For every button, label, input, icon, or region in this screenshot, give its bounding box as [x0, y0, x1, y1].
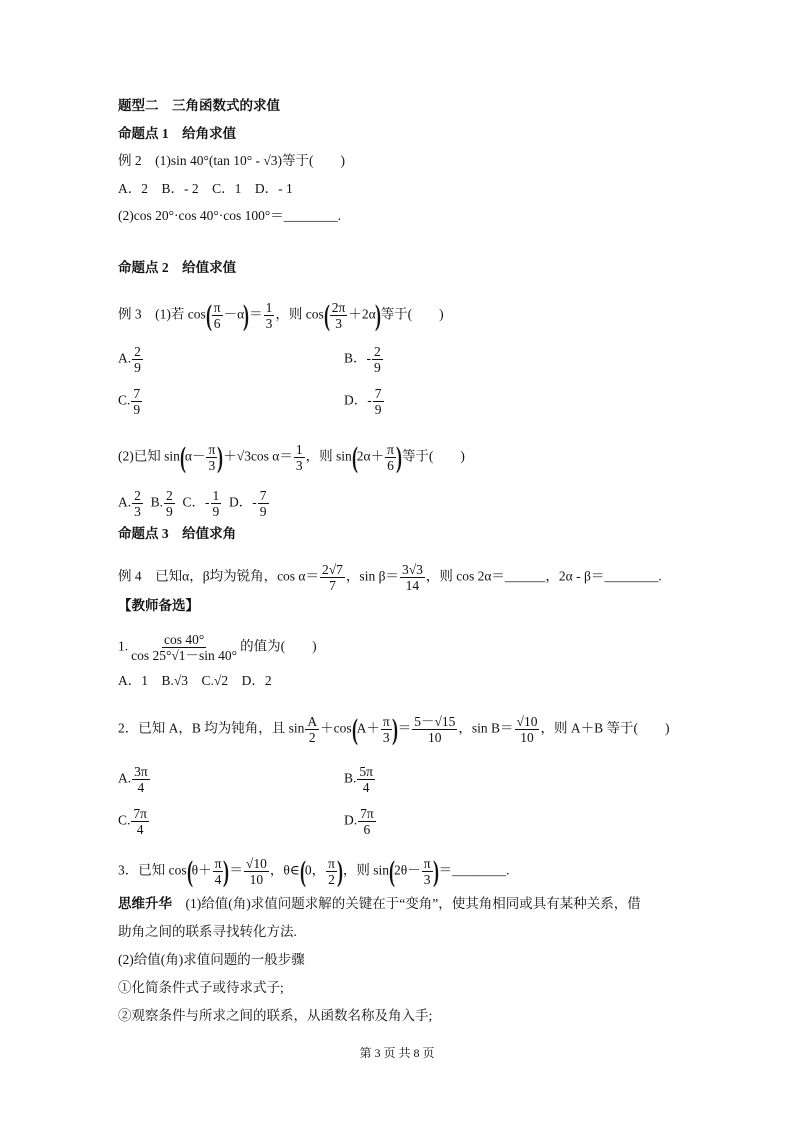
left-bracket: ( [299, 854, 306, 888]
option-label: B. [344, 770, 357, 786]
text-segment: ＝________. [438, 862, 510, 878]
left-bracket: ( [351, 440, 358, 474]
option-b [344, 344, 384, 375]
text-segment: 等于( ) [380, 306, 444, 322]
fraction: $\frac{5-√15}{10}$ [414, 714, 456, 745]
text-segment: 等于( ) [401, 448, 465, 464]
right-bracket: ) [217, 440, 224, 474]
fraction: $\frac{2√7}{7}$ [322, 562, 343, 593]
text-segment: ＝ [229, 862, 243, 878]
left-bracket: ( [351, 712, 358, 746]
option-label: C. [118, 392, 131, 408]
summary-title: 思维升华 [118, 896, 172, 911]
text-segment: ，则 cos 2α＝______，2α - β＝________. [425, 568, 662, 584]
fraction: $\frac{1}{3}$ [295, 442, 303, 473]
fraction: $\frac{2}{9}$ [134, 344, 141, 375]
denominator: cos 25°√1－sin 40° [131, 648, 238, 663]
fraction: $\frac{5\pi}{4}$ [359, 764, 373, 795]
summary-step-heading: (2)给值(角)求值问题的一般步骤 [118, 952, 305, 967]
teacher-question-1 [118, 632, 317, 663]
text-segment: ，则 cos [275, 306, 324, 322]
subsection-title-3: 命题点 3 给值求角 [118, 526, 237, 541]
text-segment: (1)若 cos [155, 306, 206, 322]
left-bracket: ( [205, 298, 212, 332]
fraction: $\frac{\pi}{4}$ [214, 856, 222, 887]
right-bracket: ) [432, 854, 439, 888]
option-label: B. [150, 494, 164, 510]
text-segment: ＋√3cos α＝ [223, 448, 293, 464]
right-bracket: ) [223, 854, 230, 888]
fraction: $\frac{\pi}{6}$ [387, 442, 394, 473]
option-label: B．- [344, 350, 371, 366]
option-label: C．- [182, 494, 210, 510]
text-segment: ，θ∈ [269, 862, 300, 878]
right-bracket: ) [374, 298, 381, 332]
fraction: $\frac{7\pi}{4}$ [133, 806, 147, 837]
left-bracket: ( [323, 298, 330, 332]
page-footer: 第 3 页 共 8 页 [359, 1046, 435, 1060]
text-segment: ，sin β＝ [345, 568, 399, 584]
text-segment: ，则 sin [342, 862, 390, 878]
fraction: $\frac{7}{9}$ [374, 386, 382, 417]
text-segment: 的值为( ) [240, 638, 317, 654]
summary-step-2: ②观察条件与所求之间的联系，从函数名称及角入手; [118, 1008, 433, 1023]
option-label: D．- [344, 392, 372, 408]
fraction: $\frac{A}{2}$ [307, 714, 318, 745]
fraction: $\frac{3√3}{14}$ [401, 562, 423, 593]
teacher-q2-option-b [344, 764, 376, 795]
teacher-q2-option-d [344, 806, 377, 837]
subsection-title-2: 命题点 2 给值求值 [118, 260, 237, 275]
text-segment: ，则 sin [305, 448, 352, 464]
text-segment: 例 4 已知α，β均为锐角，cos α＝ [118, 568, 320, 584]
option-label: D．- [229, 494, 257, 510]
fraction: $\frac{\pi}{3}$ [382, 714, 390, 745]
example-2-question-1: 例 2 (1)sin 40°(tan 10° - √3)等于( ) [118, 153, 346, 168]
left-bracket: ( [186, 854, 193, 888]
summary-step-1: ①化简条件式子或待求式子; [118, 980, 284, 995]
option-label: D. [344, 812, 358, 828]
teacher-question-1-options: A．1 B.√3 C.√2 D．2 [118, 673, 272, 688]
right-bracket: ) [336, 854, 343, 888]
summary-paragraph-1b: 助角之间的联系寻找转化方法. [118, 924, 297, 939]
fraction: $\frac{\pi}{3}$ [423, 856, 431, 887]
fraction: $\frac{7\pi}{6}$ [360, 806, 374, 837]
fraction: $\frac{√10}{10}$ [516, 714, 538, 745]
example-3-question-2: (2)已知 sin(α－ $\frac{\pi}{3}$ )＋√3cos α＝ $\frac{1}{3}$ ，则 sin(2α＋ $\frac{\pi}{6}$ )等于( ) [118, 440, 465, 474]
left-bracket: ( [389, 854, 396, 888]
fraction: $\frac{1}{3}$ [265, 300, 273, 331]
example-label: 例 3 [118, 306, 142, 322]
right-bracket: ) [395, 440, 402, 474]
section-heading: 题型二 三角函数式的求值 [118, 98, 280, 113]
summary-paragraph-1 [118, 894, 641, 914]
fraction: $\frac{\pi}{6}$ [213, 300, 221, 331]
example-3-question-1: 例 3 (1)若 cos( $\frac{\pi}{6}$ －α)＝ $\frac{1}{3}$ ，则 cos( $\frac{2\pi}{3}$ ＋2α)等于( ) [118, 298, 444, 332]
text-segment: 3．已知 cos [118, 862, 187, 878]
text-segment: ＋cos [320, 720, 352, 736]
fraction: $\frac{√10}{10}$ [245, 856, 267, 887]
example-4 [118, 562, 662, 593]
fraction: $\frac{7}{9}$ [133, 386, 141, 417]
teacher-question-3: 3．已知 cos(θ＋ $\frac{\pi}{4}$ )＝ $\frac{√10}{10}$ ，θ∈(0， $\frac{\pi}{2}$ )，则 sin(2θ－ $\frac{\pi}{3}$ )＝________. [118, 854, 510, 888]
text-segment: ＝ [397, 720, 412, 736]
option-c [118, 386, 143, 417]
text-segment: (2)已知 sin [118, 448, 180, 464]
option-label: A. [118, 350, 132, 366]
fraction [129, 632, 239, 663]
text-segment: ，sin B＝ [458, 720, 514, 736]
fraction: $\frac{2}{9}$ [166, 488, 173, 519]
text-segment: ，则 A＋B 等于( ) [540, 720, 670, 736]
fraction: $\frac{3\pi}{4}$ [134, 764, 148, 795]
fraction: $\frac{2}{3}$ [134, 488, 141, 519]
subsection-title-1: 命题点 1 给角求值 [118, 126, 237, 141]
fraction: $\frac{\pi}{2}$ [328, 856, 335, 887]
question-number: 1. [118, 638, 129, 654]
numerator: cos 40° [163, 632, 205, 647]
option-a [118, 344, 144, 375]
fraction: $\frac{2\pi}{3}$ [331, 300, 346, 331]
right-bracket: ) [391, 712, 398, 746]
text-segment: (1)给值(角)求值问题求解的关键在于“变角”，使其角相同或具有某种关系，借 [185, 896, 641, 911]
option-label: A. [118, 770, 132, 786]
right-bracket: ) [243, 298, 250, 332]
example-2-question-2: (2)cos 20°·cos 40°·cos 100°＝________. [118, 208, 342, 223]
example-3-question-2-options [118, 488, 270, 519]
teacher-q2-option-c [118, 806, 150, 837]
teacher-question-2: 2．已知 A，B 均为钝角，且 sin $\frac{A}{2}$ ＋cos(A＋ $\frac{\pi}{3}$ )＝ $\frac{5-√15}{10}$ ，sin B＝ $\frac{√10}{10}$ ，则 A＋B 等于( ) [118, 712, 670, 746]
teacher-selection-title: 【教师备选】 [118, 598, 199, 613]
fraction: $\frac{\pi}{3}$ [208, 442, 216, 473]
fraction: $\frac{7}{9}$ [259, 488, 267, 519]
option-label: A. [118, 494, 132, 510]
option-d [344, 386, 385, 417]
left-bracket: ( [179, 440, 186, 474]
text-segment: 2．已知 A，B 均为钝角，且 sin [118, 720, 305, 736]
option-label: C. [118, 812, 131, 828]
example-2-options: A．2 B．- 2 C．1 D．- 1 [118, 181, 293, 196]
fraction: $\frac{2}{9}$ [374, 344, 381, 375]
teacher-q2-option-a [118, 764, 151, 795]
fraction: $\frac{1}{9}$ [212, 488, 220, 519]
